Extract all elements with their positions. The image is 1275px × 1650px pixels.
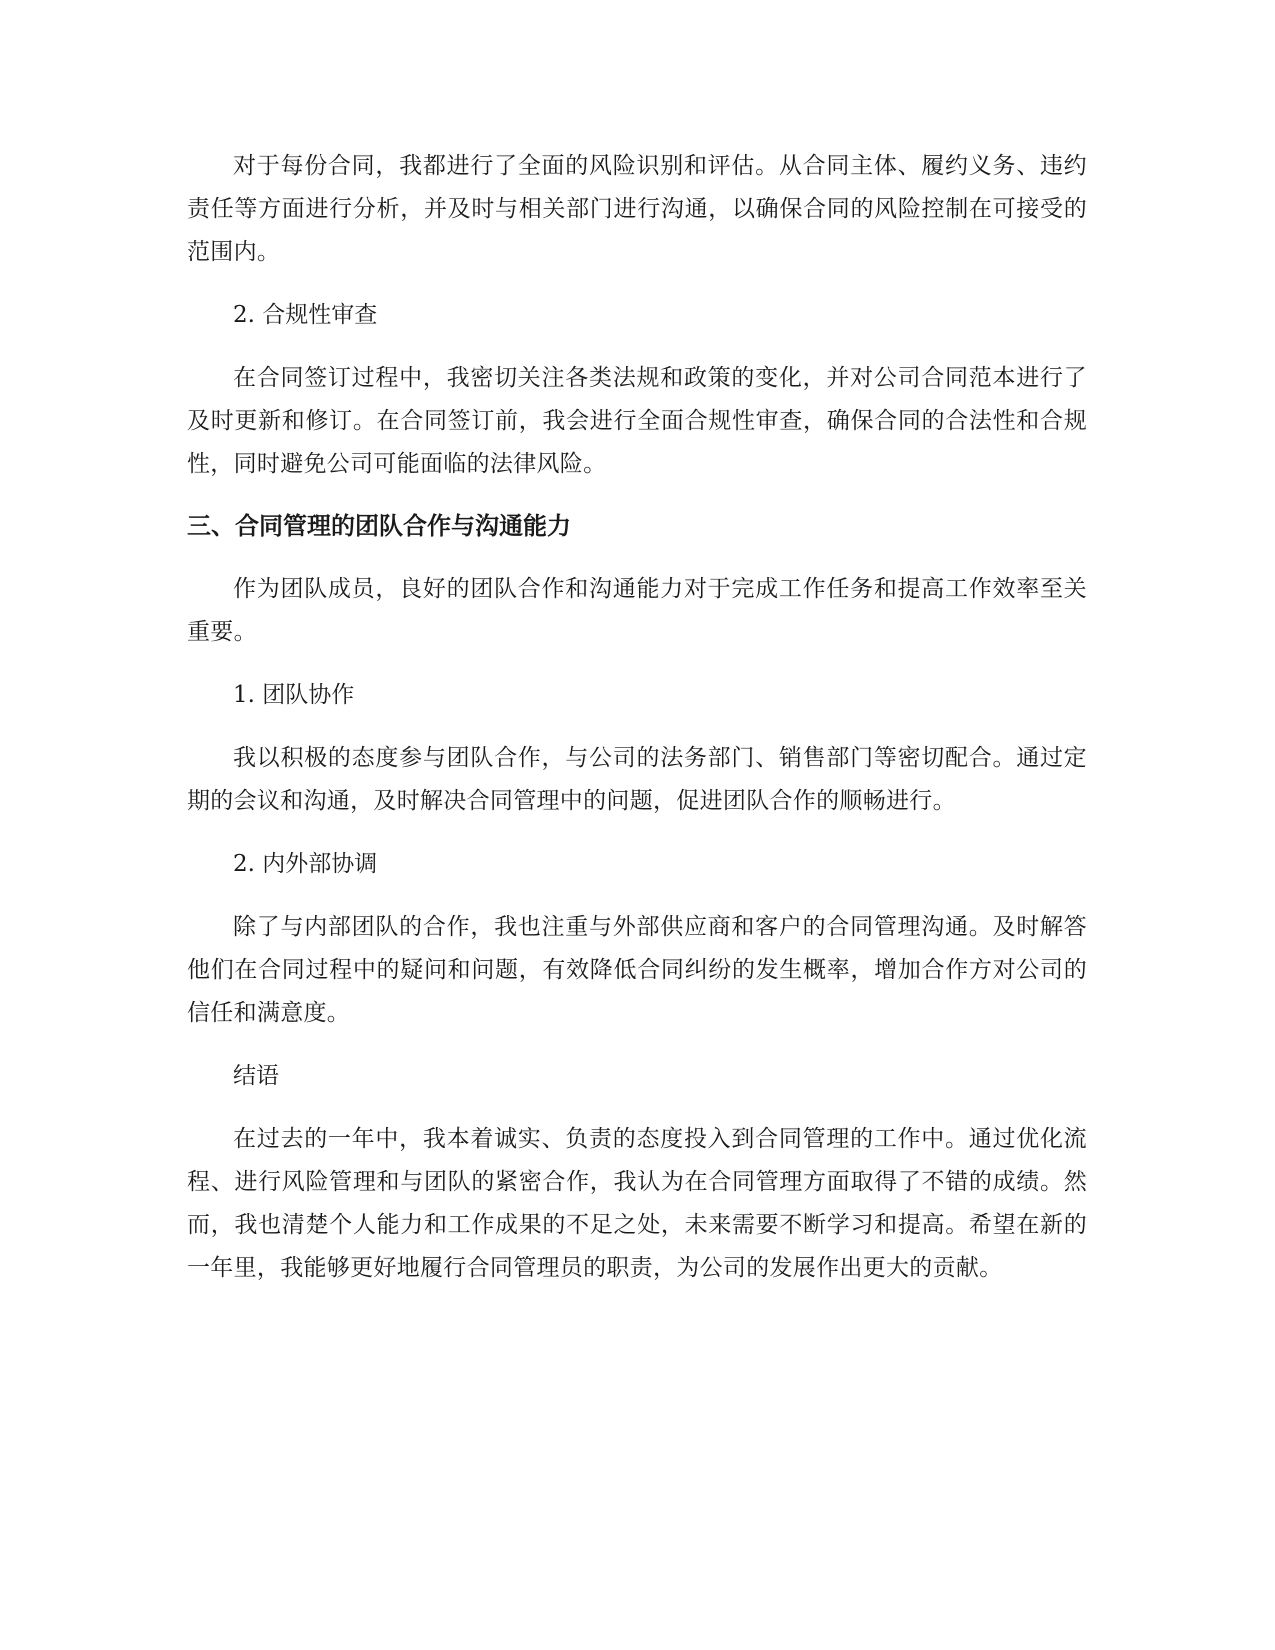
risk-assessment-paragraph: 对于每份合同，我都进行了全面的风险识别和评估。从合同主体、履约义务、违约责任等方面进行分析，并及时与相关部门进行沟通，以确保合同的风险控制在可接受的范围内。 xyxy=(187,153,1087,265)
compliance-review-paragraph: 在合同签订过程中，我密切关注各类法规和政策的变化，并对公司合同范本进行了及时更新和修订。在合同签订前，我会进行全面合规性审查，确保合同的合法性和合规性，同时避免公司可能面临的法律风险。 xyxy=(187,365,1087,477)
section-three-intro-paragraph: 作为团队成员，良好的团队合作和沟通能力对于完成工作任务和提高工作效率至关重要。 xyxy=(187,576,1087,645)
coordination-paragraph: 除了与内部团队的合作，我也注重与外部供应商和客户的合同管理沟通。及时解答他们在合同过程中的疑问和问题，有效降低合同纠纷的发生概率，增加合作方对公司的信任和满意度。 xyxy=(187,914,1087,1026)
coordination-heading: 2. 内外部协调 xyxy=(233,851,378,877)
conclusion-paragraph: 在过去的一年中，我本着诚实、负责的态度投入到合同管理的工作中。通过优化流程、进行风险管理和与团队的紧密合作，我认为在合同管理方面取得了不错的成绩。然而，我也清楚个人能力和工作成果的不足之处，未来需要不断学习和提高。希望在新的一年里，我能够更好地履行合同管理员的职责，为公司的发展作出更大的贡献。 xyxy=(187,1126,1087,1281)
conclusion-heading: 结语 xyxy=(233,1063,279,1089)
document-page xyxy=(187,145,1087,1310)
section-three-title: 三、合同管理的团队合作与沟通能力 xyxy=(187,512,571,540)
teamwork-heading: 1. 团队协作 xyxy=(233,682,355,708)
teamwork-paragraph: 我以积极的态度参与团队合作，与公司的法务部门、销售部门等密切配合。通过定期的会议和沟通，及时解决合同管理中的问题，促进团队合作的顺畅进行。 xyxy=(187,745,1087,814)
compliance-review-heading: 2. 合规性审查 xyxy=(233,302,378,328)
